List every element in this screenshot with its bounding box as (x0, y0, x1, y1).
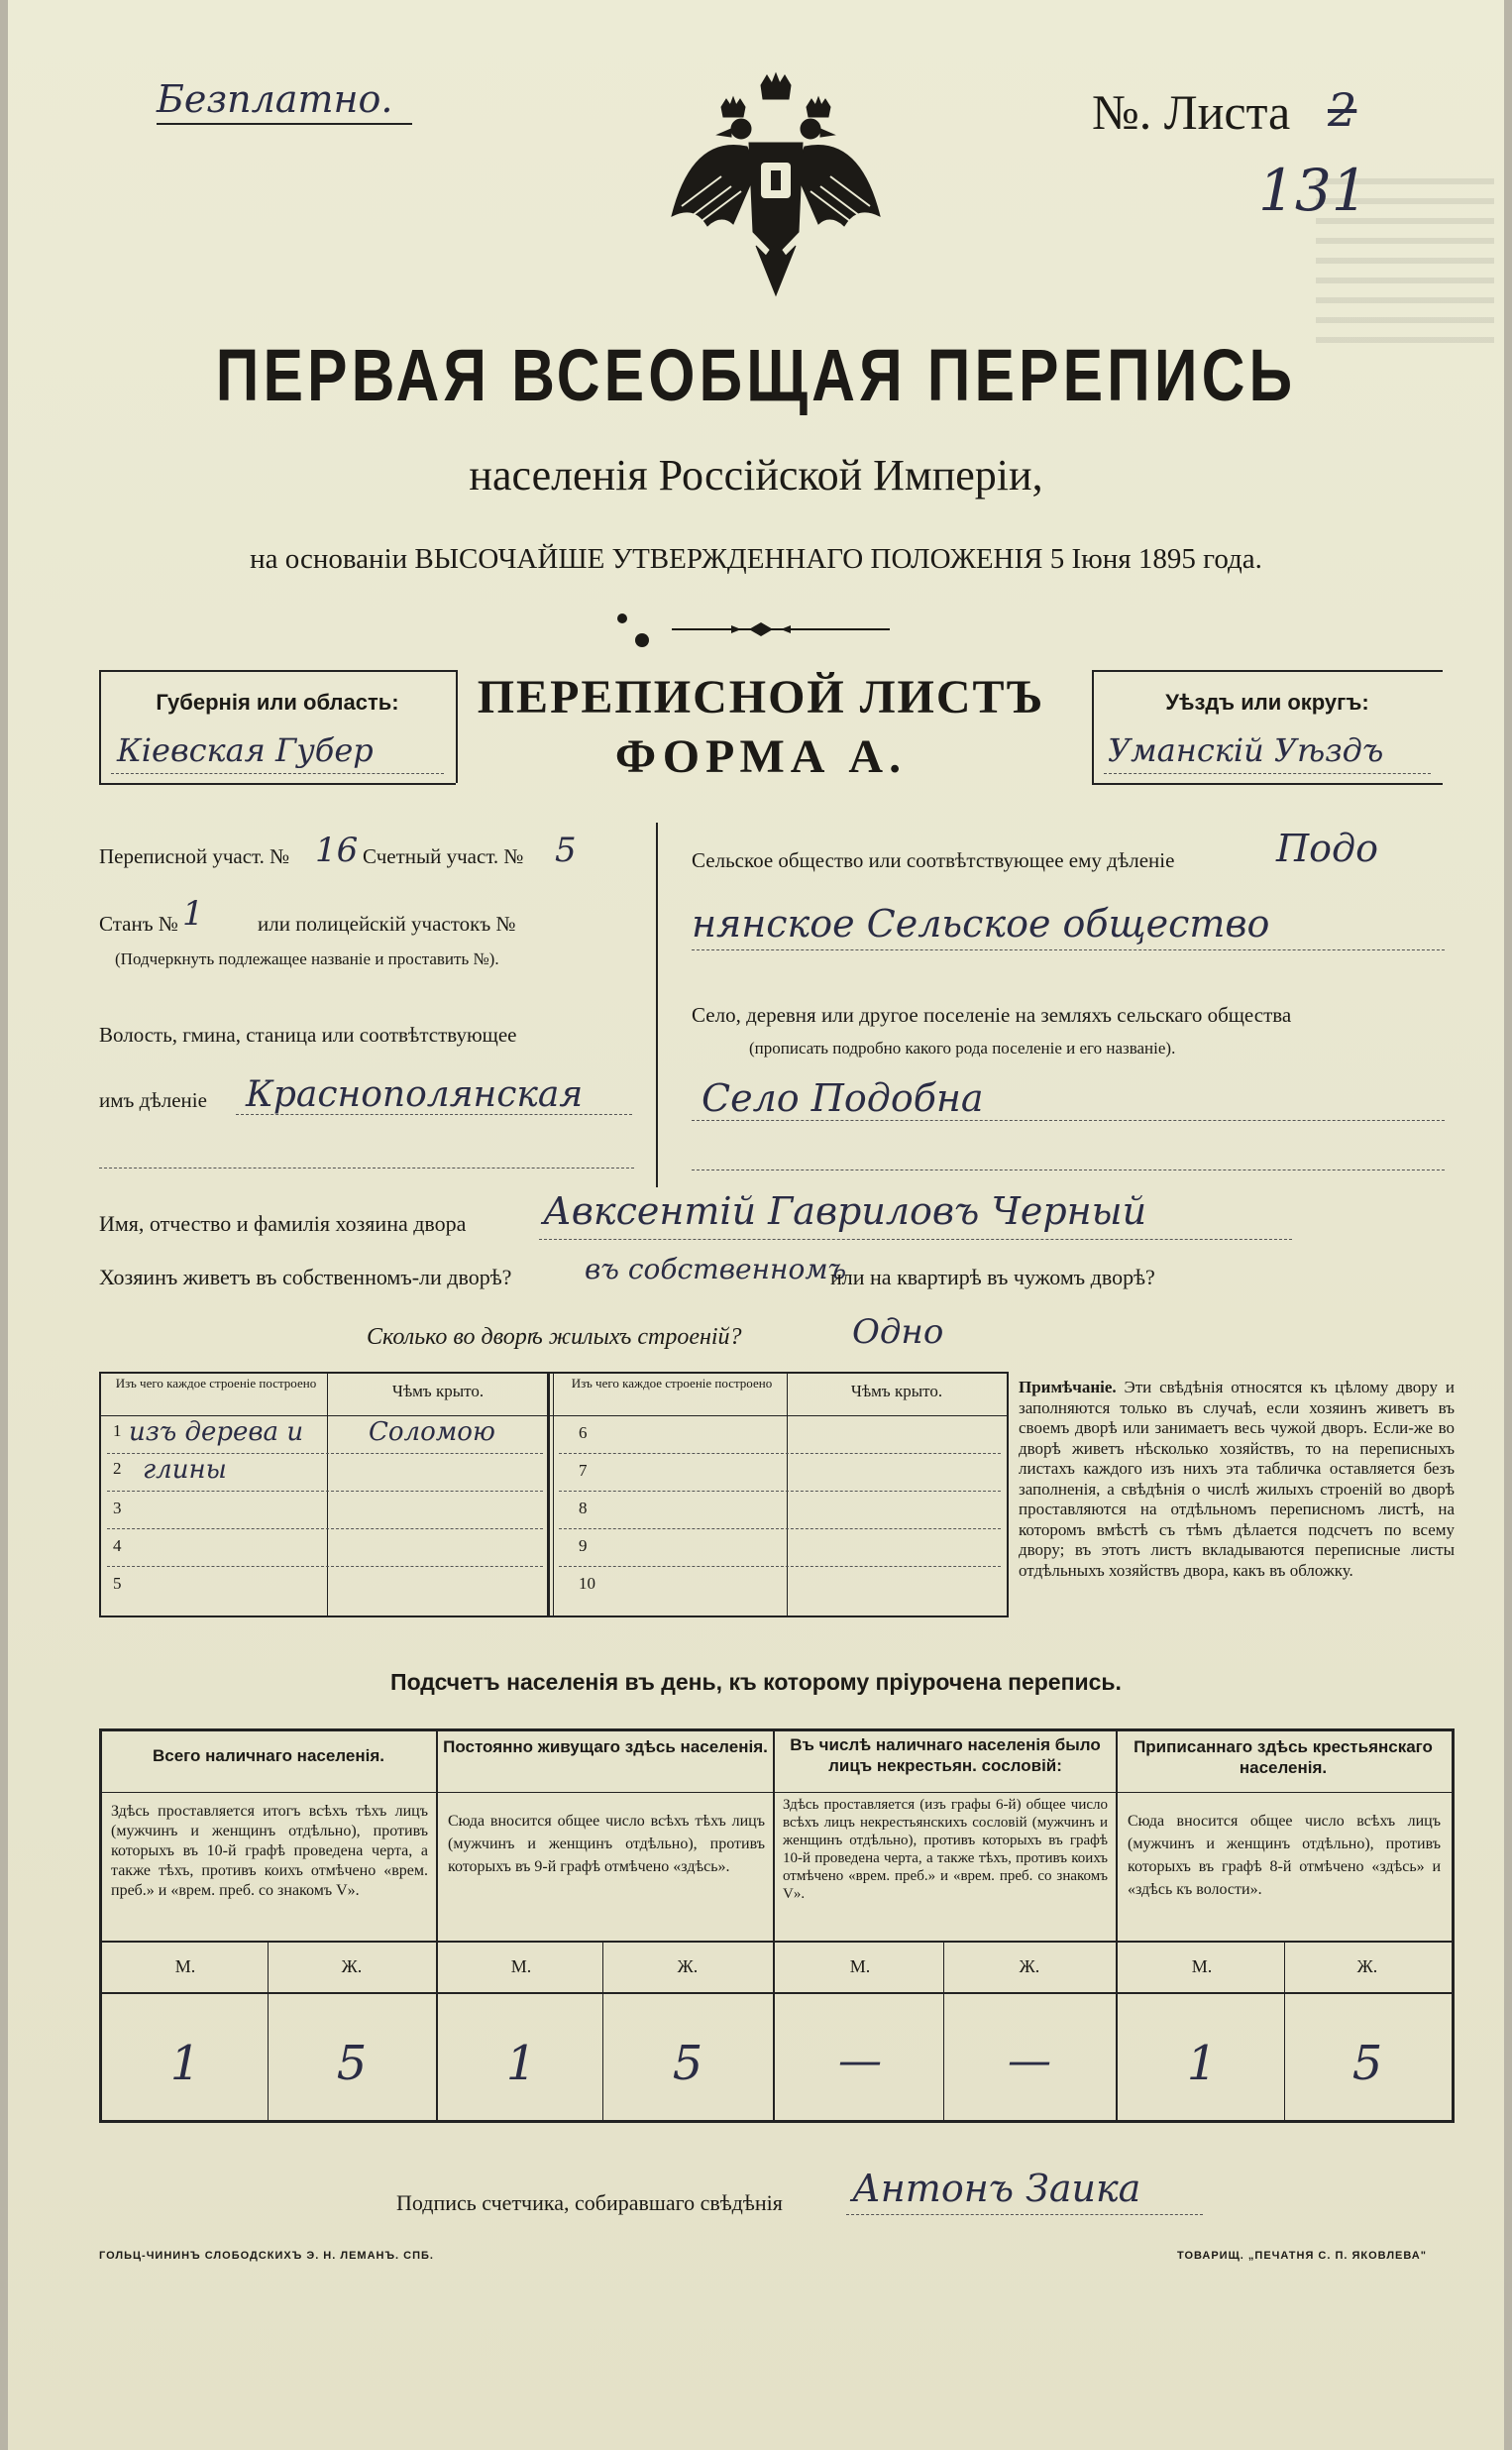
count-plot-label: Счетный участ. № (363, 844, 524, 868)
pop-col4-desc: Сюда вносится общее число всѣхъ лицъ (мужчинъ и женщинъ отдѣльно), противъ которыхъ въ графѣ 8-й отмѣчено «здѣсь» и «здѣсь къ волости». (1128, 1813, 1441, 1898)
uezd-bottom-line (1092, 783, 1443, 785)
pop-col-div-3 (1116, 1728, 1118, 2121)
census-sheet (8, 0, 1504, 2450)
stan-label: Станъ № (99, 912, 178, 936)
table-row (559, 1493, 1005, 1530)
uezd-label: Уѣздъ или округъ: (1165, 690, 1369, 715)
village-value: Село Подобна (702, 1076, 984, 1120)
row-number: 6 (579, 1423, 588, 1442)
volost-label-1: Волость, гмина, станица или соотвѣтствующее (99, 1023, 517, 1047)
imperial-eagle-icon (662, 67, 890, 305)
table-row (559, 1568, 1005, 1606)
pop-mf-div-1 (268, 1941, 269, 2121)
free-underline (157, 123, 412, 125)
uezd-left-line (1092, 670, 1094, 783)
uezd-value-line (1104, 773, 1431, 774)
pop-col1-m-value: 1 (169, 2036, 201, 2091)
pop-mf-line (99, 1992, 1453, 1994)
row-number: 10 (579, 1574, 595, 1593)
buildings-header-line (99, 1415, 1007, 1416)
police-label: или полицейскій участокъ № (258, 912, 516, 936)
table-row (559, 1455, 1005, 1493)
main-title: ПЕРВАЯ ВСЕОБЩАЯ ПЕРЕПИСЬ (215, 334, 1297, 416)
buildings-count-label: Сколько во дворѣ жилыхъ строеній? (367, 1324, 742, 1350)
row-line (559, 1453, 1001, 1454)
pop-col-div-2 (773, 1728, 775, 2121)
gubernia-left-line (99, 670, 101, 783)
table-row (103, 1568, 549, 1606)
gubernia-value: Кіевская Губер (117, 731, 374, 769)
owner-lives-value: въ собственномъ (585, 1253, 847, 1285)
row-line (107, 1491, 543, 1492)
pop-col2-m-value: 1 (505, 2036, 537, 2091)
buildings-count-value: Одно (852, 1312, 944, 1352)
free-label: Безплатно. (157, 77, 393, 121)
pop-col1-header: Всего наличнаго населенія. (153, 1746, 384, 1765)
buildings-left-col2-header: Чѣмъ крыто. (391, 1382, 485, 1400)
note-text: Эти свѣдѣнія относятся къ цѣлому двору и заполняются только въ случаѣ, если хозяинъ живетъ въ своемъ дворѣ или занимаетъ весь чужой дворъ. Если-же во дворѣ живетъ нѣсколько хозяйствъ, то на переписныхъ листахъ каждого изъ нихъ эта табличка оставляется безъ заполненія, а свѣдѣнія о числѣ жилыхъ строеній во дворѣ проставляются на отдѣльномъ переписномъ листѣ, на которомъ вмѣстѣ съ тѣмъ дѣлается подсчетъ по всему двору; въ этотъ листъ вкладываются переписные листы отдѣльныхъ хозяйствъ двора, какъ въ обложку. (1019, 1378, 1455, 1580)
row-line (107, 1453, 543, 1454)
table-row (103, 1455, 549, 1493)
pop-col3-m-label: М. (849, 1956, 871, 1976)
census-plot-value: 16 (315, 831, 359, 870)
society-value-2: нянское Сельское общество (692, 902, 1270, 946)
row-line (559, 1491, 1001, 1492)
stan-value: 1 (182, 894, 204, 934)
owner-name-label: Имя, отчество и фамилія хозяина двора (99, 1211, 467, 1236)
pop-col1-m-label: М. (174, 1956, 196, 1976)
pop-col3-m-value: — (838, 2036, 882, 2086)
pop-mf-div-2 (602, 1941, 603, 2121)
volost-value: Краснополянская (246, 1074, 584, 1115)
society-value-line (692, 949, 1445, 950)
count-plot-value: 5 (555, 831, 577, 870)
pop-col-div-1 (436, 1728, 438, 2121)
row-roof: Соломою (369, 1417, 495, 1447)
gubernia-value-line (111, 773, 444, 774)
village-extra-line (692, 1169, 1445, 1170)
row-number: 8 (579, 1499, 588, 1517)
society-value-1: Подо (1276, 827, 1378, 870)
form-title: ПЕРЕПИСНОЙ ЛИСТЪ (477, 671, 1045, 724)
pop-col2-m-label: М. (510, 1956, 532, 1976)
gubernia-right-line (456, 670, 458, 783)
owner-name-value: Авксентій Гавриловъ Черный (543, 1189, 1147, 1233)
owner-rent-label: или на квартирѣ въ чужомъ дворѣ? (830, 1265, 1155, 1289)
note-block (1019, 1378, 1455, 1581)
pop-col2-f-label: Ж. (677, 1956, 699, 1976)
row-number: 2 (113, 1459, 122, 1478)
table-row (559, 1530, 1005, 1568)
footer-printer-left: ГОЛЬЦ-ЧИНИНЪ СЛОБОДСКИХЪ Э. Н. ЛЕМАНЪ. СПБ. (99, 2250, 434, 2262)
row-line (559, 1528, 1001, 1529)
table-row (103, 1417, 549, 1455)
sheet-number-value: 2 (1328, 83, 1357, 137)
village-label: Село, деревня или другое поселеніе на земляхъ сельскаго общества (692, 1003, 1292, 1027)
buildings-left-col1-header: Изъ чего каждое строеніе построено (115, 1376, 317, 1391)
buildings-col-divider-mid2 (553, 1372, 554, 1615)
village-note: (прописать подробно какого рода поселеніе и его названіе). (749, 1039, 1176, 1058)
pop-mf-div-4 (1284, 1941, 1285, 2121)
row-number: 4 (113, 1536, 122, 1555)
form-subtitle: ФОРМА А. (614, 730, 908, 783)
village-value-line (692, 1120, 1445, 1121)
ornament-divider (612, 605, 910, 654)
gubernia-label: Губернія или область: (156, 690, 399, 715)
pop-col1-f-value: 5 (336, 2036, 368, 2091)
table-row (559, 1417, 1005, 1455)
pop-col4-m-value: 1 (1186, 2036, 1218, 2091)
volost-extra-line (99, 1168, 634, 1169)
gubernia-top-line (99, 670, 456, 672)
middle-separator (656, 823, 658, 1187)
table-row (103, 1530, 549, 1568)
footer-printer-right: ТОВАРИЩ. „ПЕЧАТНЯ С. П. ЯКОВЛЕВА" (1177, 2250, 1427, 2262)
pop-desc-line (99, 1941, 1453, 1943)
legal-basis: на основаніи ВЫСОЧАЙШЕ УТВЕРЖДЕННАГО ПОЛОЖЕНІЯ 5 Іюня 1895 года. (250, 543, 1262, 575)
row-number: 1 (113, 1421, 122, 1440)
row-material: изъ дерева и (129, 1417, 304, 1447)
row-number: 9 (579, 1536, 588, 1555)
buildings-right-col2-header: Чѣмъ крыто. (850, 1382, 943, 1400)
sheet-number-handwritten: 131 (1258, 157, 1368, 224)
pop-col4-m-label: М. (1191, 1956, 1213, 1976)
pop-header-line (99, 1792, 1453, 1793)
population-title: Подсчетъ населенія въ день, къ которому пріурочена перепись. (390, 1669, 1122, 1695)
underline-note: (Подчеркнуть подлежащее названіе и проставить №). (115, 949, 499, 968)
pop-col2-f-value: 5 (672, 2036, 703, 2091)
census-plot-label: Переписной участ. № (99, 844, 290, 868)
note-title: Примѣчаніе. (1019, 1378, 1117, 1396)
pop-col4-f-value: 5 (1351, 2036, 1383, 2091)
signature-line (846, 2214, 1203, 2215)
pop-col4-f-label: Ж. (1356, 1956, 1378, 1976)
pop-col3-header: Въ числѣ наличнаго населенія было лицъ некрестьян. сословій: (790, 1735, 1101, 1775)
subtitle: населенія Россійской Имперіи, (469, 451, 1043, 500)
uezd-top-line (1092, 670, 1443, 672)
gubernia-bottom-line (99, 783, 456, 785)
row-material: глины (143, 1455, 227, 1485)
pop-col3-desc: Здѣсь проставляется (изъ графы 6-й) общее число всѣхъ лицъ некрестьянскихъ сословій (мужчинъ и женщинъ отдѣльно), противъ которыхъ въ графѣ 10-й проведена черта, а также тѣхъ, противъ коихъ отмѣчено «врем. преб.» и «врем. преб. со знакомъ V». (783, 1797, 1108, 1902)
pop-col1-f-label: Ж. (341, 1956, 363, 1976)
table-row (103, 1493, 549, 1530)
pop-col4-header: Приписаннаго здѣсь крестьянскаго населенія. (1134, 1737, 1433, 1777)
uezd-value: Уманскій Уѣздъ (1108, 731, 1384, 769)
sheet-number-label: №. Листа (1092, 84, 1291, 140)
owner-lives-label: Хозяинъ живетъ въ собственномъ-ли дворѣ? (99, 1265, 512, 1289)
row-line (559, 1566, 1001, 1567)
pop-col1-desc: Здѣсь проставляется итогъ всѣхъ тѣхъ лицъ (мужчинъ и женщинъ отдѣльно), противъ которыхъ въ 10-й графѣ проведена черта, а также тѣхъ, противъ коихъ отмѣчено «врем. преб.» и «врем. преб. со знакомъ V». (111, 1803, 428, 1899)
pop-mf-div-3 (943, 1941, 944, 2121)
row-number: 7 (579, 1461, 588, 1480)
owner-name-line (539, 1239, 1292, 1240)
bleed-through (1316, 178, 1494, 347)
signature-label: Подпись счетчика, собиравшаго свѣдѣнія (396, 2190, 783, 2215)
signature-value: Антонъ Заика (852, 2167, 1141, 2210)
row-line (107, 1528, 543, 1529)
volost-label-2: имъ дѣленіе (99, 1088, 207, 1112)
pop-col3-f-label: Ж. (1019, 1956, 1040, 1976)
row-number: 5 (113, 1574, 122, 1593)
row-line (107, 1566, 543, 1567)
row-number: 3 (113, 1499, 122, 1517)
buildings-right-col1-header: Изъ чего каждое строеніе построено (571, 1376, 773, 1391)
society-label: Сельское общество или соотвѣтствующее ему дѣленіе (692, 848, 1175, 872)
pop-col2-header: Постоянно живущаго здѣсь населенія. (443, 1737, 768, 1756)
pop-col2-desc: Сюда вносится общее число всѣхъ тѣхъ лицъ (мужчинъ и женщинъ отдѣльно), противъ которыхъ въ 9-й графѣ отмѣчено «здѣсь». (448, 1813, 765, 1875)
pop-col3-f-value: — (1008, 2036, 1051, 2086)
volost-value-line (236, 1114, 632, 1115)
